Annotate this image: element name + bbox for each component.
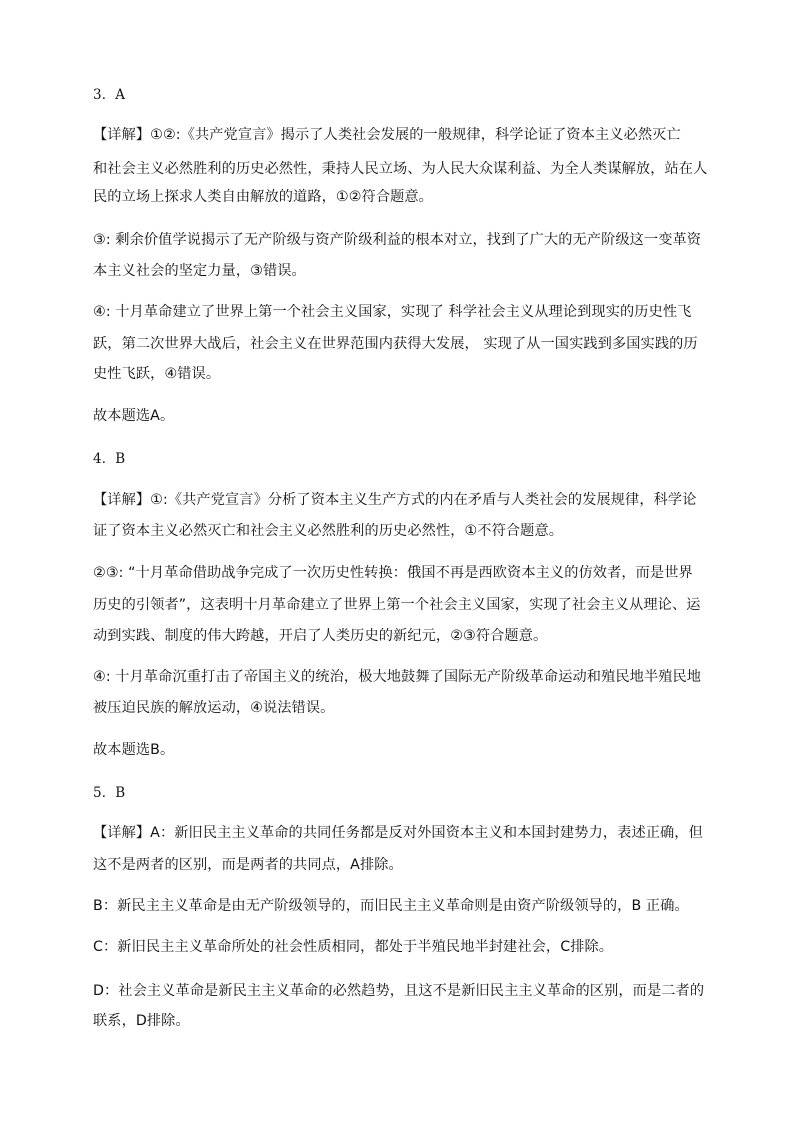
explanation-line: ③: 剩余价值学说揭示了无产阶级与资产阶级利益的根本对立，找到了广大的无产阶级这一变革资 xyxy=(93,232,702,248)
explanation-line: 本主义社会的坚定力量，③错误。 xyxy=(93,263,306,279)
conclusion-line: 故本题选A。 xyxy=(93,408,175,424)
answer-heading: 3．A xyxy=(93,87,126,103)
answer-heading: 4．B xyxy=(93,451,126,467)
explanation-line: 被压迫民族的解放运动，④说法错误。 xyxy=(93,700,335,716)
explanation-line: 民的立场上探求人类自由解放的道路，①②符合题意。 xyxy=(93,189,433,205)
explanation-line: 证了资本主义必然灭亡和社会主义必然胜利的历史必然性，①不符合题意。 xyxy=(93,523,564,539)
explanation-line: 动到实践、制度的伟大跨越，开启了人类历史的新纪元，②③符合题意。 xyxy=(93,628,548,644)
explanation-line: 这不是两者的区别，而是两者的共同点，A排除。 xyxy=(93,857,403,873)
answer-heading: 5．B xyxy=(93,785,126,801)
explanation-line: ②③: “十月革命借助战争完成了一次历史性转换：俄国不再是西欧资本主义的仿效者，而是世界 xyxy=(93,565,693,581)
explanation-line: 联系，D排除。 xyxy=(93,1013,190,1029)
explanation-line: C：新旧民主主义革命所处的社会性质相同，都处于半殖民地半封建社会，C排除。 xyxy=(93,939,614,955)
explanation-line: 跃，第二次世界大战后，社会主义在世界范围内获得大发展， 实现了从一国实践到多国实践的历 xyxy=(93,336,698,352)
explanation-line: D：社会主义革命是新民主主义革命的必然趋势，且这不是新旧民主主义革命的区别，而是二者的 xyxy=(93,983,705,999)
explanation-line: 【详解】A：新旧民主主义革命的共同任务都是反对外国资本主义和本国封建势力，表述正确，但 xyxy=(93,825,703,841)
explanation-line: 【详解】①:《共产党宣言》分析了资本主义生产方式的内在矛盾与人类社会的发展规律，科学论 xyxy=(93,492,697,508)
explanation-line: ④: 十月革命建立了世界上第一个社会主义国家，实现了 科学社会主义从理论到现实的历史性飞 xyxy=(93,304,692,320)
explanation-line: 史性飞跃，④错误。 xyxy=(93,366,221,382)
explanation-line: B：新民主主义革命是由无产阶级领导的，而旧民主主义革命则是由资产阶级领导的，B 正确。 xyxy=(93,898,689,914)
explanation-line: 【详解】①②:《共产党宣言》揭示了人类社会发展的一般规律，科学论证了资本主义必然灭亡 xyxy=(93,127,681,143)
explanation-line: ④: 十月革命沉重打击了帝国主义的统治，极大地鼓舞了国际无产阶级革命运动和殖民地半殖民地 xyxy=(93,669,702,685)
explanation-line: 历史的引领者”，这表明十月革命建立了世界上第一个社会主义国家，实现了社会主义从理论、运 xyxy=(93,597,701,613)
conclusion-line: 故本题选B。 xyxy=(93,742,175,758)
explanation-line: 和社会主义必然胜利的历史必然性，秉持人民立场、为人民大众谋利益、为全人类谋解放，站在人 xyxy=(93,161,708,177)
